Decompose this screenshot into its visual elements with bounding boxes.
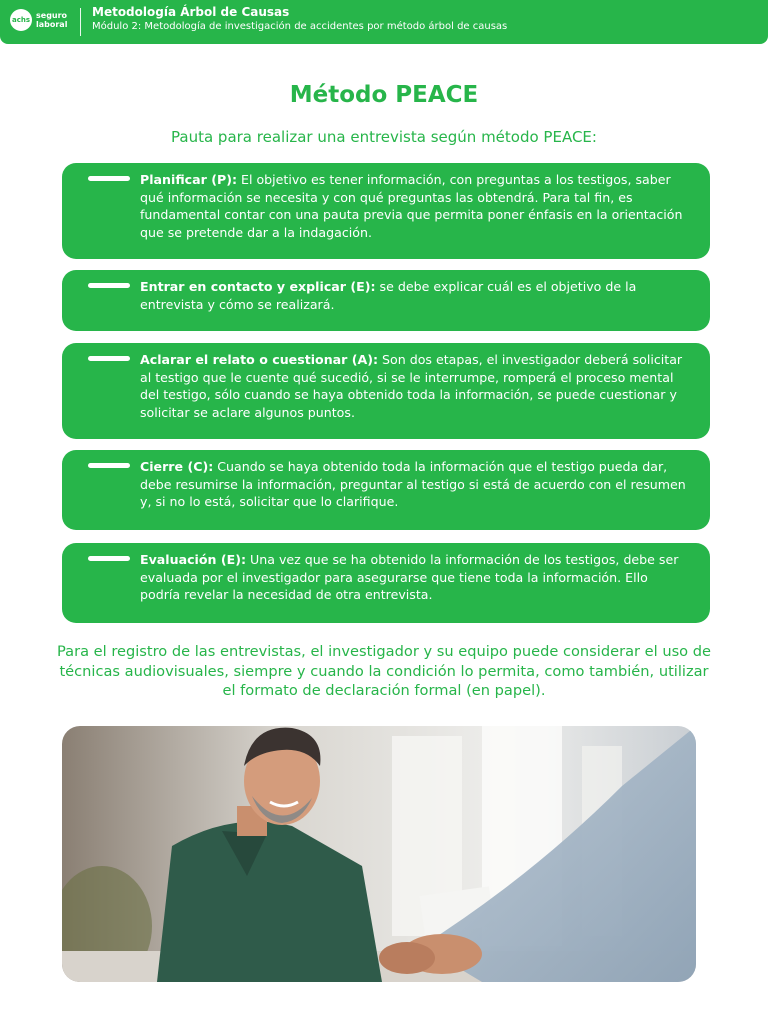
page-title: Método PEACE [289,82,479,108]
header-bar [0,0,768,44]
closing-paragraph: Para el registro de las entrevistas, el investigador y su equipo puede considerar el uso de técnicas audiovisuales, siempre y cuando la condición lo permita, como también, utilizar el formato de declaración formal (en papel). [56,643,711,699]
step-label: Planificar (P): [140,172,237,187]
dash-icon [88,463,130,468]
dash-icon [88,356,130,361]
logo-badge: achs [10,9,32,31]
step-text: El objetivo es tener información, con preguntas a los testigos, saber qué información se necesita y con qué preguntas las obtendrá. Para tal fin, es fundamental contar con una pauta previa que permita poner énfasis en la orientación que se pretende dar a la indagación. [140,172,683,240]
handshake-photo [62,726,696,982]
dash-icon [88,283,130,288]
step-card-entrar [62,270,710,331]
step-text: Cuando se haya obtenido toda la información que el testigo pueda dar, debe resumirse la información, preguntar al testigo si está de acuerdo con el resumen y, si no lo está, solicitar que lo clarifique. [140,459,686,509]
dash-icon [88,176,130,181]
step-label: Cierre (C): [140,459,214,474]
step-label: Aclarar el relato o cuestionar (A): [140,352,379,367]
step-card-planificar [62,163,710,259]
achs-logo [10,9,67,31]
step-text: Una vez que se ha obtenido la información de los testigos, debe ser evaluada por el investigador para asegurarse que tiene toda la información. Ello podría revelar la necesidad de otra entrevista. [140,552,679,602]
course-title: Metodología Árbol de Causas [92,5,290,19]
logo-line-2: laboral [36,20,68,29]
module-subtitle: Módulo 2: Metodología de investigación de accidentes por método árbol de causas [92,21,508,32]
header-divider [80,8,81,36]
step-label: Evaluación (E): [140,552,247,567]
step-text: Son dos etapas, el investigador deberá solicitar al testigo que le cuente qué sucedió, si se le interrumpe, romperá el proceso mental del testigo, sólo cuando se haya obtenido toda la información, se puede cuestionar y solicitar se aclare algunos puntos. [140,352,683,420]
step-card-evaluacion [62,543,710,623]
logo-text [36,11,67,29]
step-text: se debe explicar cuál es el objetivo de la entrevista y cómo se realizará. [140,279,637,312]
dash-icon [88,556,130,561]
page-subtitle: Pauta para realizar una entrevista según método PEACE: [171,128,597,146]
step-card-cierre [62,450,710,530]
step-card-aclarar [62,343,710,439]
logo-line-1: seguro [36,11,68,20]
step-label: Entrar en contacto y explicar (E): [140,279,376,294]
